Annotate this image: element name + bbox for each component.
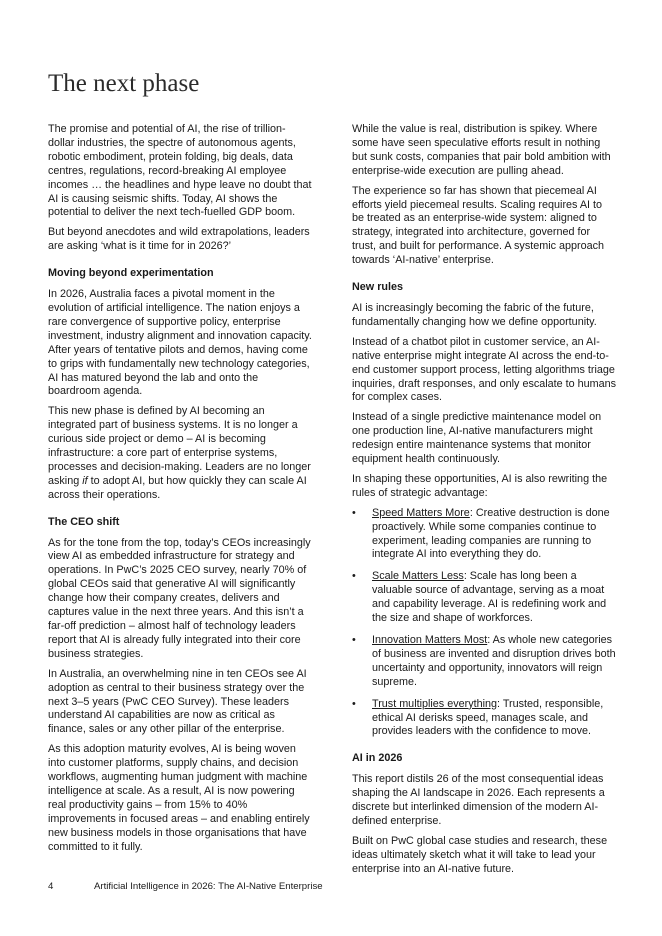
bullet-term: Trust multiplies everything [372, 697, 498, 710]
paragraph: Built on PwC global case studies and research, these ideas ultimately sketch what it will take to lead your enterprise into an AI-native future. [352, 834, 608, 875]
paragraph-text: to adopt AI, but how quickly they can scale AI across their operations. [48, 474, 307, 501]
section-heading: Moving beyond experimentation [48, 267, 214, 280]
bullet-icon: • [352, 570, 356, 583]
list-item [352, 698, 617, 740]
paragraph: As this adoption maturity evolves, AI is being woven into customer platforms, supply chains, and decision workflows, augmenting human judgment with machine intelligence at scale. As a result, AI is now powering real productivity gains – from 15% to 40% improvements in focused areas – and enabling entirely new business models in those organisations that have committed to it fully. [48, 743, 310, 853]
paragraph: Instead of a single predictive maintenance model on one production line, AI-native manufacturers might redesign entire maintenance systems that monitor equipment health continuously. [352, 411, 602, 466]
list-item [352, 570, 617, 626]
bullet-term: Innovation Matters Most [372, 634, 488, 646]
paragraph: While the value is real, distribution is spikey. Where some have seen speculative efforts result in nothing but sunk costs, companies that pair bold ambition with enterprise-wide execution are pulling ahead. [352, 123, 611, 177]
section-heading: The CEO shift [48, 515, 120, 528]
bullet-term: Scale Matters Less [372, 570, 464, 583]
section-heading: New rules [352, 281, 404, 294]
right-column [352, 123, 617, 883]
page-number: 4 [48, 881, 54, 892]
paragraph: As for the tone from the top, today’s CEOs increasingly view AI as embedded infrastructure for strategy and operations. In PwC’s 2025 CEO survey, nearly 70% of global CEOs said that generative AI will significantly change how their company creates, delivers and captures value in the next three years. And this isn’t a far-off prediction – almost half of technology leaders report that AI is already fully integrated into their core business strategies. [48, 536, 311, 660]
bullet-text: : Trusted, responsible, ethical AI derisks speed, manages scale, and provides leaders with the confidence to move. [372, 697, 604, 738]
footer-doc-title: Artificial Intelligence in 2026: The AI-Native Enterprise [94, 881, 323, 892]
left-column [48, 123, 312, 861]
paragraph: In 2026, Australia faces a pivotal moment in the evolution of artificial intelligence. The nation enjoys a rare convergence of supportive policy, enterprise investment, industry alignment and innovation capacity. After years of tentative pilots and demos, having come to grips with fundamentally new technology categories, AI has matured beyond the lab and onto the boardroom agenda. [48, 288, 312, 398]
paragraph-text: This new phase is defined by AI becoming an integrated part of business systems. It is no longer a curious side project or demo – AI is becoming infrastructure: a core part of enterprise systems, processes and decision-making. Leaders are no longer asking [48, 405, 311, 487]
list-item [352, 507, 617, 563]
bullet-icon: • [352, 634, 356, 646]
bullet-icon: • [352, 506, 356, 519]
paragraph: AI is increasingly becoming the fabric of the future, fundamentally changing how we define opportunity. [352, 301, 597, 328]
paragraph [48, 405, 312, 502]
bullet-text: : Scale has long been a valuable source of advantage, serving as a moat and capability leverage. AI is redefining work and the size and shape of workforces. [372, 570, 607, 625]
bullet-list [352, 507, 617, 740]
paragraph: In Australia, an overwhelming nine in ten CEOs see AI adoption as central to their business strategy over the next 3–5 years (PwC CEO Survey). These leaders understand AI capabilities are now as critical as finance, sales or any other pillar of the enterprise. [48, 667, 307, 736]
list-item [352, 634, 617, 690]
emphasis-text: if [82, 474, 88, 487]
paragraph: In shaping these opportunities, AI is also rewriting the rules of strategic advantage: [352, 472, 608, 499]
section-heading: AI in 2026 [352, 752, 403, 765]
paragraph: This report distils 26 of the most consequential ideas shaping the AI landscape in 2026. Each represents a discrete but interlinked dimension of the modern AI-defined enterprise. [352, 773, 605, 827]
bullet-text: : As whole new categories of business are invented and disruption drives both uncertainty and opportunity, innovators will reign supreme. [372, 634, 616, 688]
page-title: The next phase [48, 70, 200, 97]
paragraph: Instead of a chatbot pilot in customer service, an AI-native enterprise might integrate AI across the end-to-end customer support process, letting algorithms triage inquiries, draft responses, and only escalate to humans for complex cases. [352, 335, 617, 404]
paragraph: The promise and potential of AI, the rise of trillion-dollar industries, the spectre of autonomous agents, robotic embodiment, protein folding, big deals, data centres, regulations, record-breaking AI employee incomes … the headlines and hype leave no doubt that AI is causing seismic shifts. Today, AI shows the potential to deliver the next tech-fuelled GDP boom. [48, 123, 312, 219]
paragraph: But beyond anecdotes and wild extrapolations, leaders are asking ‘what is it time for in 2026?’ [48, 226, 310, 253]
paragraph: The experience so far has shown that piecemeal AI efforts yield piecemeal results. Scaling requires AI to be treated as an enterprise-wide system: aligned to strategy, integrated into architecture, governed for trust, and built for performance. A systemic approach towards ‘AI-native’ enterprise. [352, 184, 605, 267]
bullet-icon: • [352, 697, 356, 710]
bullet-term: Speed Matters More [372, 506, 470, 519]
bullet-text: : Creative destruction is done proactively. While some companies continue to experiment, leading companies are running to integrate AI into everything they do. [372, 506, 610, 561]
